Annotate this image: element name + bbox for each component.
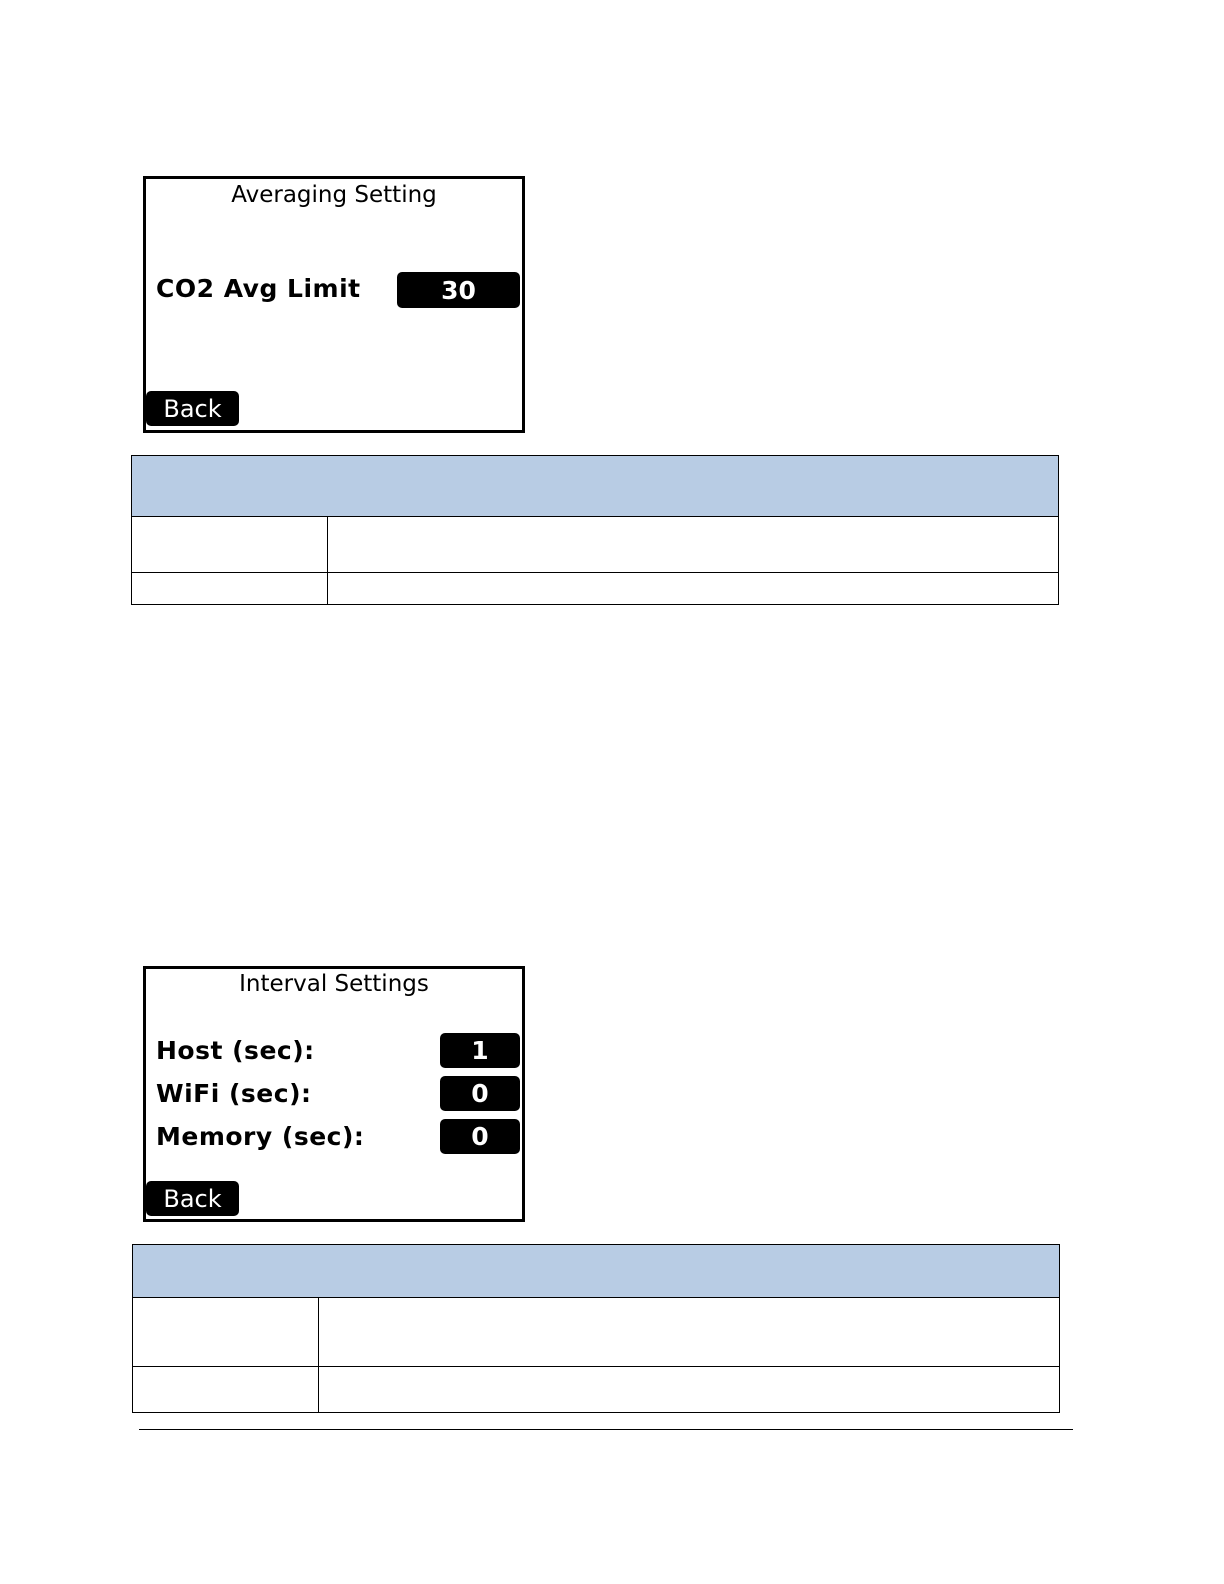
table-header-row xyxy=(133,1245,1060,1298)
table-cell xyxy=(319,1298,1060,1367)
screen-title: Averaging Setting xyxy=(231,182,437,208)
averaging-setting-screen xyxy=(143,176,525,433)
table-cell xyxy=(133,1298,319,1367)
back-button[interactable]: Back xyxy=(146,391,239,426)
table-cell xyxy=(319,1367,1060,1413)
table-row xyxy=(132,573,1059,605)
co2-avg-limit-value[interactable]: 30 xyxy=(397,272,520,308)
table-cell xyxy=(132,517,328,573)
table-cell xyxy=(328,573,1059,605)
table-header-cell xyxy=(133,1245,1060,1298)
wifi-interval-value[interactable]: 0 xyxy=(440,1076,520,1111)
table-cell xyxy=(132,573,328,605)
co2-avg-limit-label: CO2 Avg Limit xyxy=(156,274,361,303)
host-interval-label: Host (sec): xyxy=(156,1036,315,1065)
table-row xyxy=(133,1367,1060,1413)
table-row xyxy=(133,1298,1060,1367)
screen-title: Interval Settings xyxy=(239,971,429,997)
table-header-cell xyxy=(132,456,1059,517)
wifi-interval-label: WiFi (sec): xyxy=(156,1079,312,1108)
host-interval-value[interactable]: 1 xyxy=(440,1033,520,1068)
memory-interval-label: Memory (sec): xyxy=(156,1122,365,1151)
table-row xyxy=(132,517,1059,573)
interval-info-table xyxy=(132,1244,1060,1413)
averaging-info-table xyxy=(131,455,1059,605)
memory-interval-value[interactable]: 0 xyxy=(440,1119,520,1154)
interval-settings-screen xyxy=(143,966,525,1222)
table-cell xyxy=(133,1367,319,1413)
table-cell xyxy=(328,517,1059,573)
back-button[interactable]: Back xyxy=(146,1181,239,1216)
footer-rule xyxy=(139,1429,1073,1430)
table-header-row xyxy=(132,456,1059,517)
